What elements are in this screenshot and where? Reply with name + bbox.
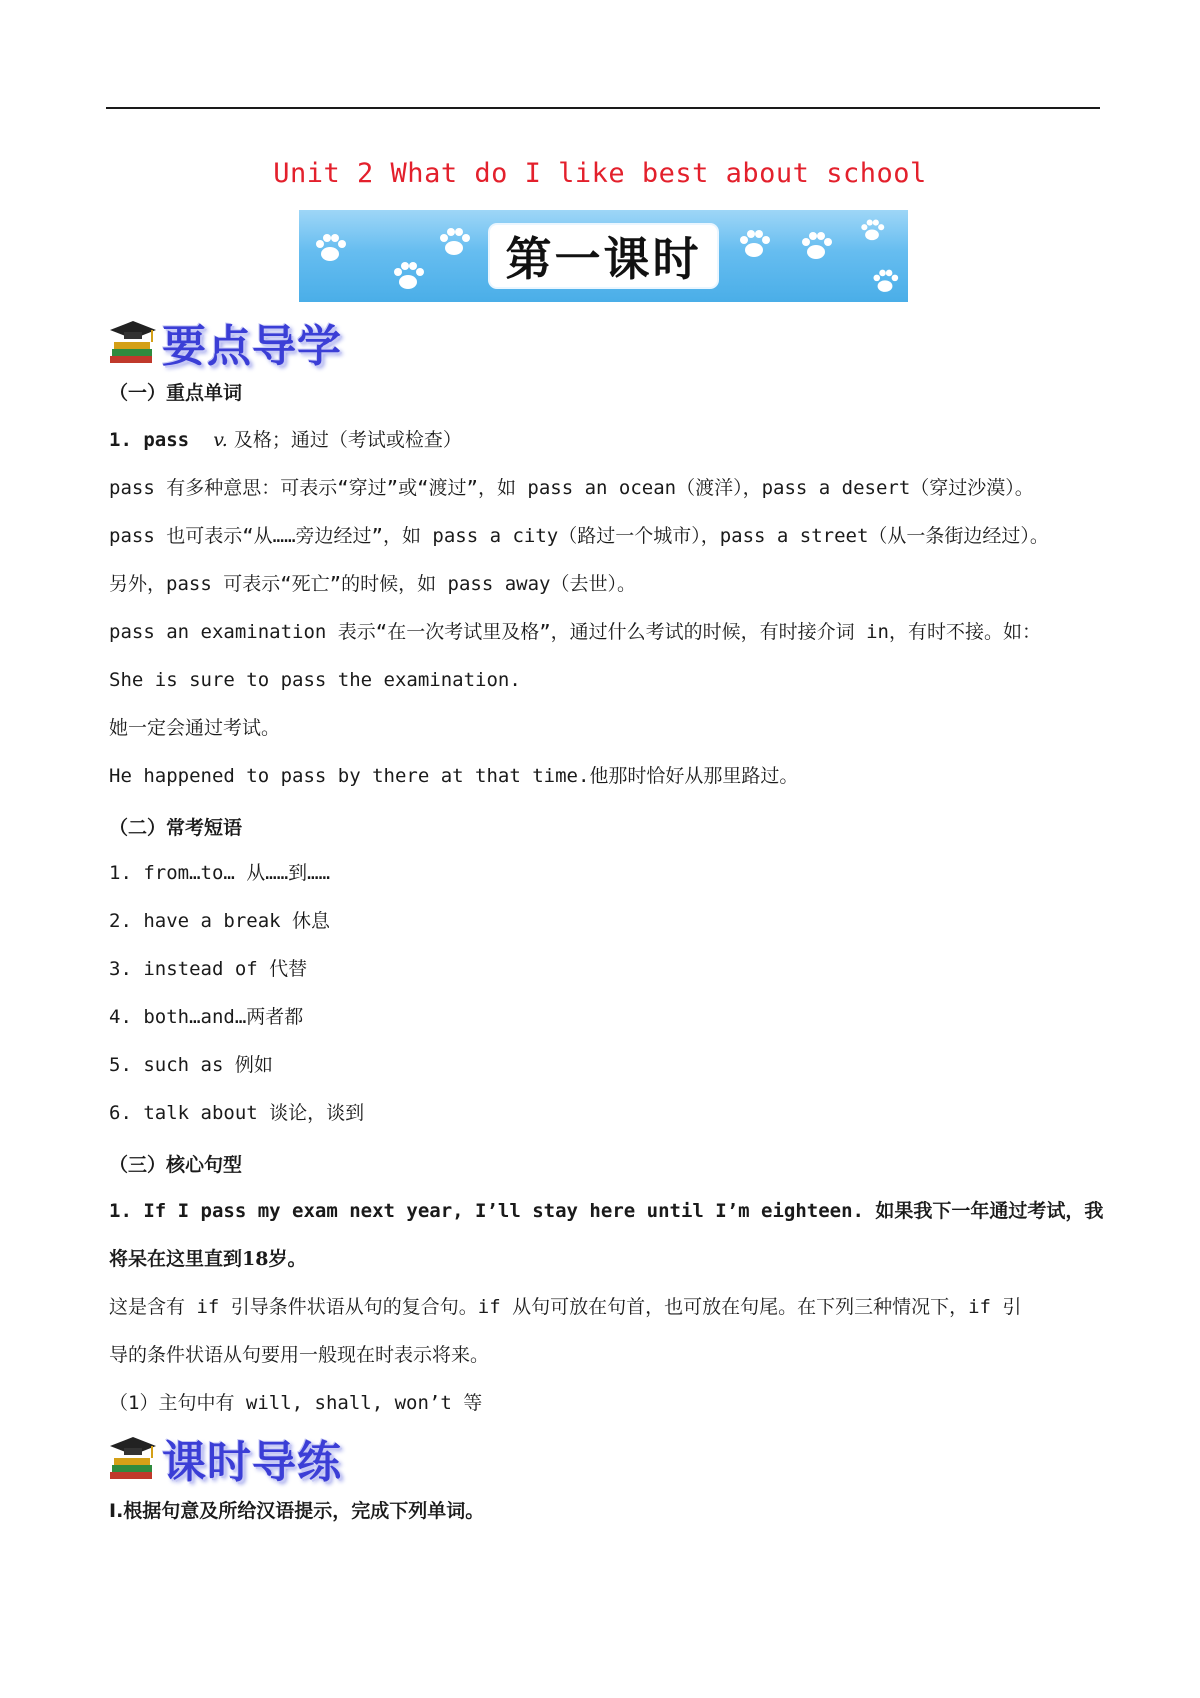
header-rule <box>106 107 1100 109</box>
key-sentence: 将呆在这里直到18岁。 <box>109 1248 307 1270</box>
section-title: 要点导学 <box>162 321 342 372</box>
lesson-banner <box>299 210 908 302</box>
section-title: 课时导练 <box>162 1437 342 1488</box>
phrase-item: 6. talk about 谈论，谈到 <box>109 1102 365 1124</box>
vocab-item <box>109 427 462 453</box>
phrases-heading: （二）常考短语 <box>109 817 243 839</box>
paragraph: pass 有多种意思：可表示“穿过”或“渡过”，如 pass an ocean（渡洋），pass a desert（穿过沙漠）。 <box>109 477 1034 499</box>
explanation: 导的条件状语从句要用一般现在时表示将来。 <box>109 1344 490 1366</box>
paragraph: 另外，pass 可表示“死亡”的时候，如 pass away（去世）。 <box>109 573 636 595</box>
example-sentence: He happened to pass by there at that time.他那时恰好从那里路过。 <box>109 765 799 787</box>
phrase-item: 4. both…and…两者都 <box>109 1006 304 1028</box>
phrase-item: 5. such as 例如 <box>109 1054 273 1076</box>
phrase-item: 2. have a break 休息 <box>109 910 331 932</box>
example-sentence: She is sure to pass the examination. <box>109 669 521 691</box>
paragraph: pass 也可表示“从……旁边经过”，如 pass a city（路过一个城市），pass a street（从一条街边经过）。 <box>109 525 1049 547</box>
section-header-key-points <box>108 312 342 372</box>
lesson-banner-label: 第一课时 <box>505 232 702 286</box>
vocab-meaning: 及格；通过（考试或检查） <box>233 429 462 451</box>
exercise-instruction: Ⅰ.根据句意及所给汉语提示，完成下列单词。 <box>109 1500 485 1522</box>
graduation-books-icon <box>108 315 158 369</box>
section-header-practice <box>108 1428 342 1488</box>
vocab-word: 1. pass <box>109 429 190 451</box>
part-of-speech: v. <box>213 429 228 451</box>
key-sentence: 1. If I pass my exam next year, I’ll stay here until I’m eighteen. 如果我下一年通过考试，我 <box>109 1200 1104 1222</box>
paragraph: pass an examination 表示“在一次考试里及格”，通过什么考试的时候，有时接介词 in，有时不接。如： <box>109 621 1041 643</box>
example-translation: 她一定会通过考试。 <box>109 717 281 739</box>
graduation-books-icon <box>108 1431 158 1485</box>
phrase-item: 3. instead of 代替 <box>109 958 308 980</box>
sentences-heading: （三）核心句型 <box>109 1154 243 1176</box>
vocab-heading: （一）重点单词 <box>109 382 243 404</box>
explanation-case: （1）主句中有 will, shall, won’t 等 <box>109 1392 483 1414</box>
phrase-item: 1. from…to… 从……到…… <box>109 862 331 884</box>
unit-title: Unit 2 What do I like best about school <box>273 158 927 189</box>
explanation: 这是含有 if 引导条件状语从句的复合句。if 从句可放在句首，也可放在句尾。在下列三种情况下，if 引 <box>109 1296 1022 1318</box>
